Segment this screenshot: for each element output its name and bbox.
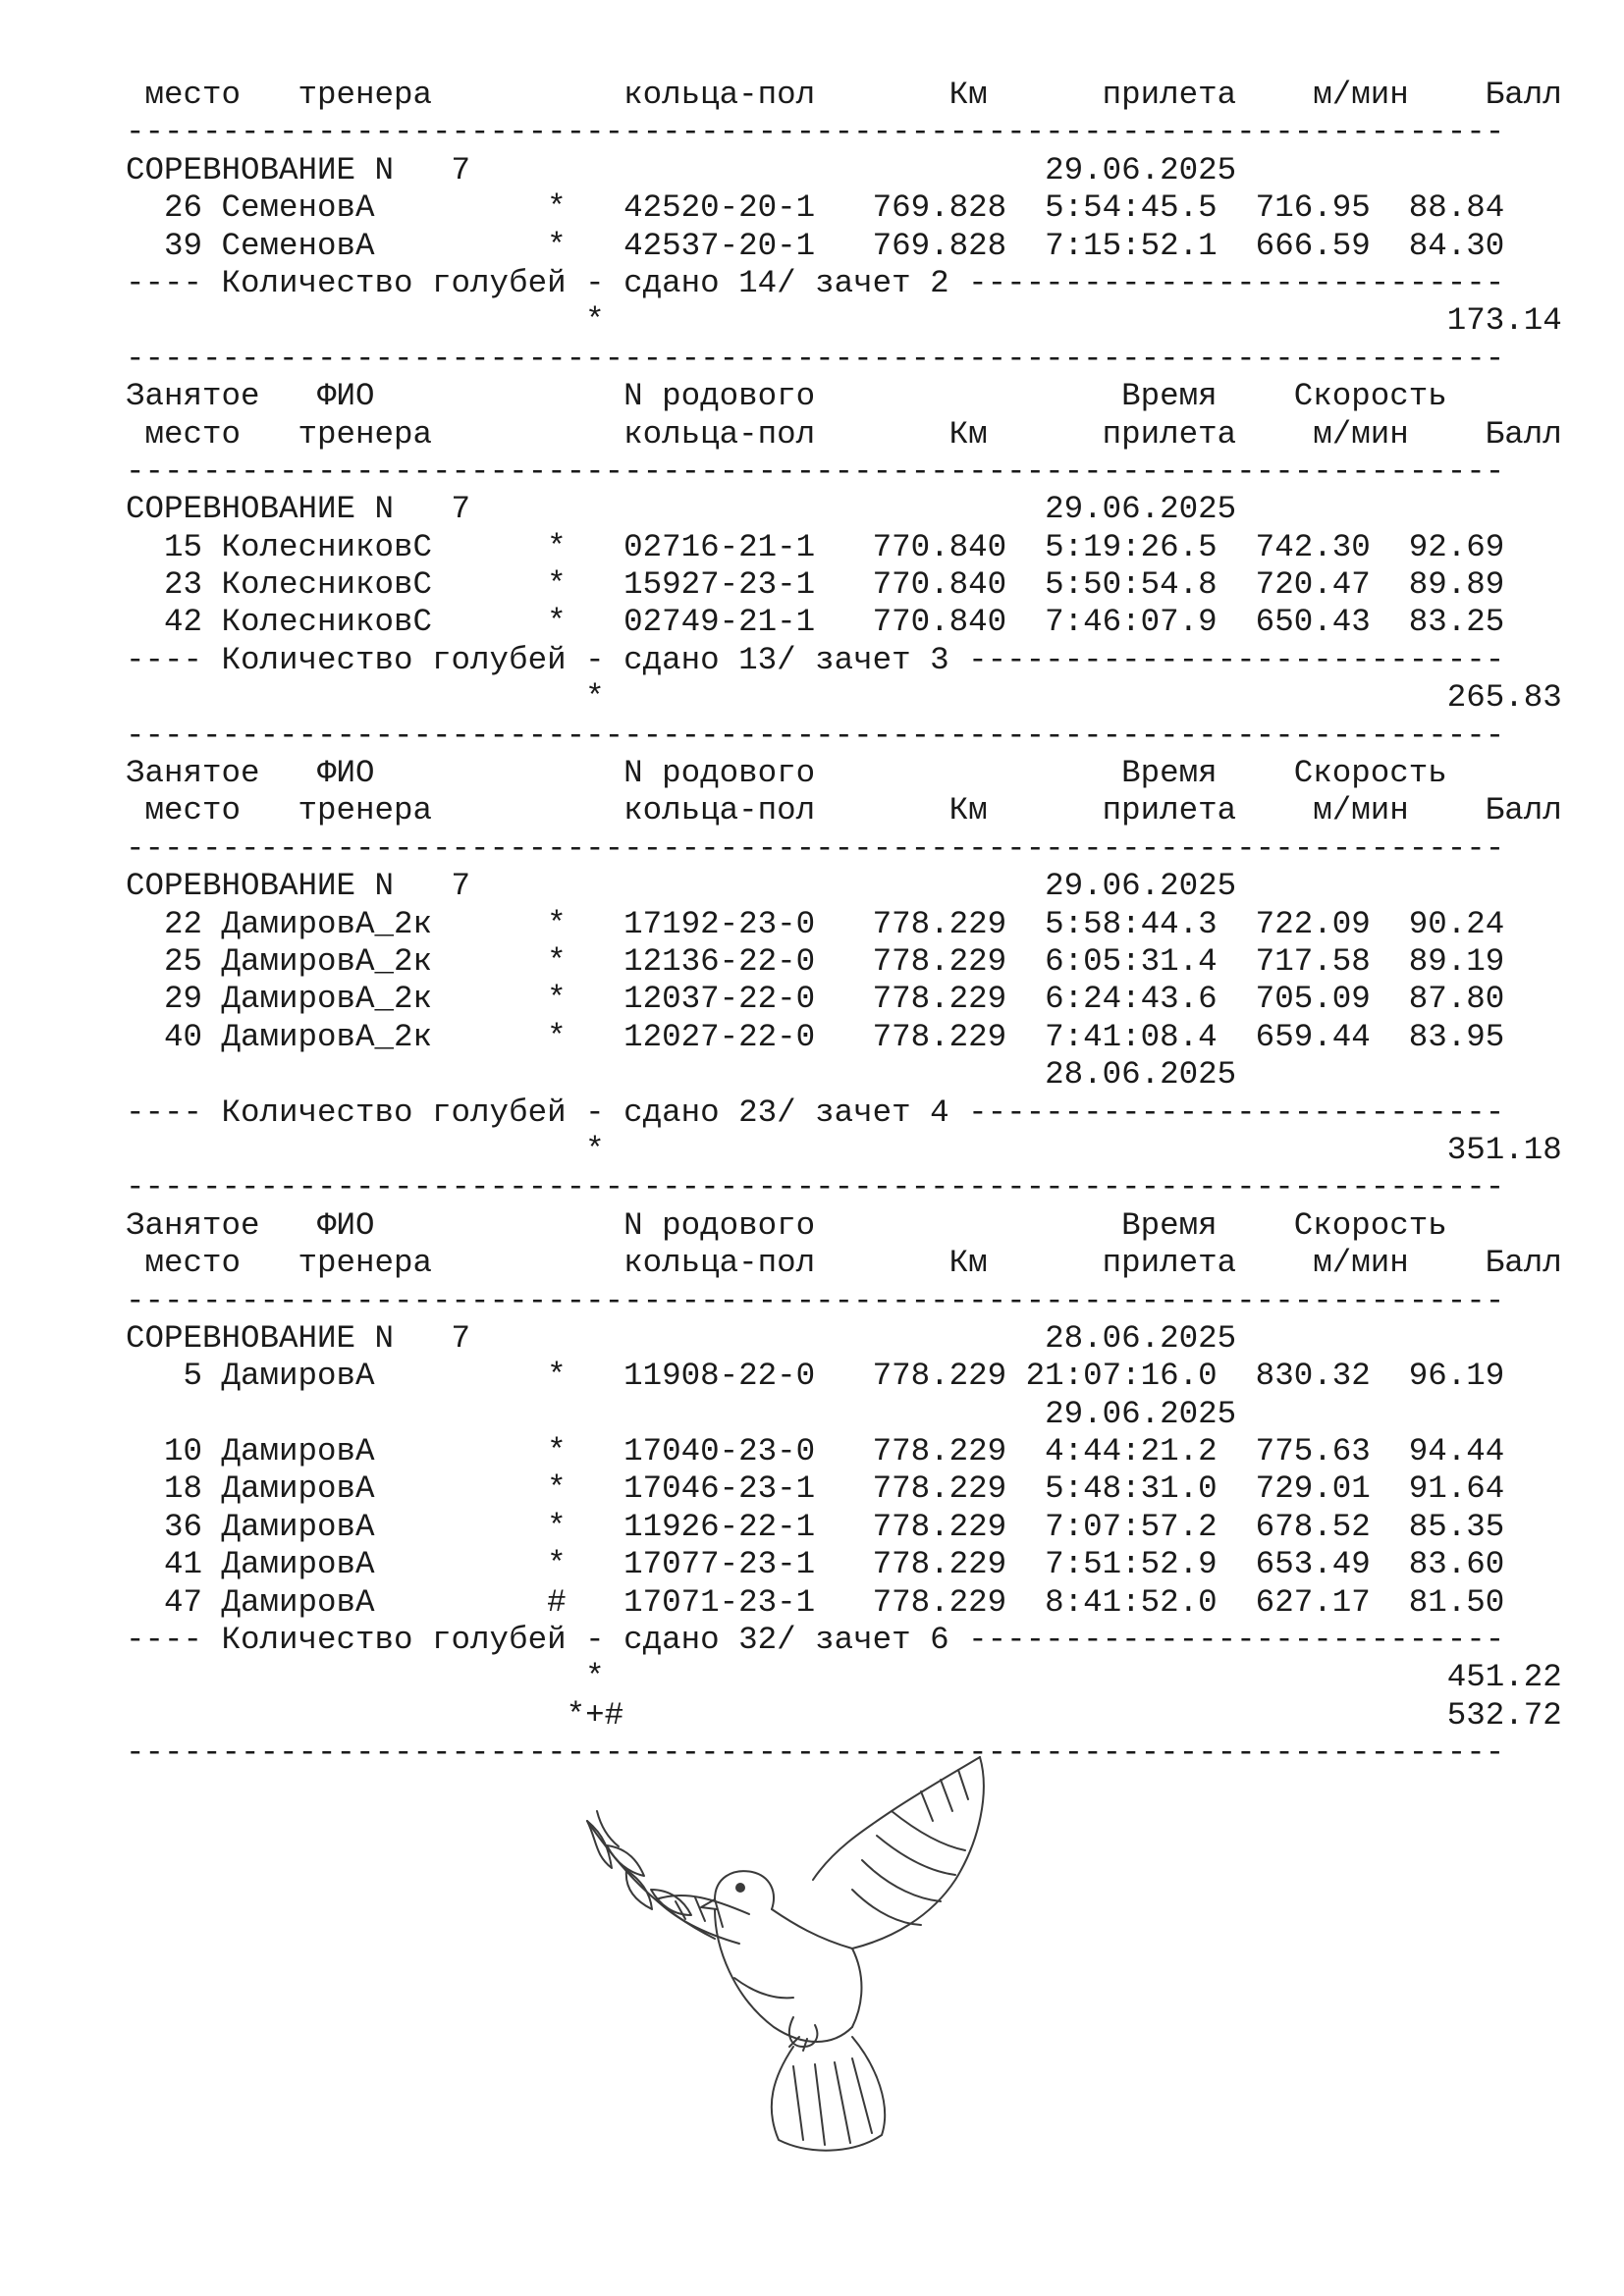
result-row: 15 КолесниковС * 02716-21-1 770.840 5:19:26.5 742.30 92.69 <box>126 528 1505 565</box>
result-row: 28.06.2025 <box>126 1056 1237 1094</box>
result-row: 39 СеменовА * 42537-20-1 769.828 7:15:52.1 666.59 84.30 <box>126 227 1505 264</box>
result-row: 22 ДамировА_2к * 17192-23-0 778.229 5:58:44.3 722.09 90.24 <box>126 905 1505 942</box>
result-row: 18 ДамировА * 17046-23-1 778.229 5:48:31.0 729.01 91.64 <box>126 1470 1505 1508</box>
result-row: 10 ДамировА * 17040-23-0 778.229 4:44:21.2 775.63 94.44 <box>126 1433 1505 1470</box>
rule-line: ------------------------------------------------------------------------ <box>126 717 1505 754</box>
result-row: СОРЕВНОВАНИЕ N 7 29.06.2025 <box>126 491 1237 528</box>
column-header-line: Занятое ФИО N родового Время Скорость <box>126 1206 1447 1244</box>
result-row: 29 ДамировА_2к * 12037-22-0 778.229 6:24:43.6 705.09 87.80 <box>126 981 1505 1018</box>
column-header-line: место тренера кольца-пол Км прилета м/мин Балл <box>126 415 1562 453</box>
rule-line: ------------------------------------------------------------------------ <box>126 1282 1505 1319</box>
rule-line: ------------------------------------------------------------------------ <box>126 1735 1505 1772</box>
summary-line: ---- Количество голубей - сдано 23/ зачет 4 ---------------------------- <box>126 1094 1505 1131</box>
summary-line: ---- Количество голубей - сдано 32/ зачет 6 ---------------------------- <box>126 1622 1505 1659</box>
result-row: СОРЕВНОВАНИЕ N 7 28.06.2025 <box>126 1319 1237 1357</box>
dove-with-branch-icon <box>568 1752 1058 2164</box>
result-row: СОРЕВНОВАНИЕ N 7 29.06.2025 <box>126 868 1237 905</box>
result-row: СОРЕВНОВАНИЕ N 7 29.06.2025 <box>126 151 1237 188</box>
column-header-line: Занятое ФИО N родового Время Скорость <box>126 755 1447 792</box>
result-row: 36 ДамировА * 11926-22-1 778.229 7:07:57.2 678.52 85.35 <box>126 1508 1505 1545</box>
results-report <box>126 77 1562 1773</box>
rule-line: ------------------------------------------------------------------------ <box>126 453 1505 490</box>
summary-line: ---- Количество голубей - сдано 14/ зачет 2 ---------------------------- <box>126 264 1505 301</box>
result-row: 5 ДамировА * 11908-22-0 778.229 21:07:16.0 830.32 96.19 <box>126 1358 1505 1395</box>
result-row: 26 СеменовА * 42520-20-1 769.828 5:54:45.5 716.95 88.84 <box>126 189 1505 227</box>
result-row: 23 КолесниковС * 15927-23-1 770.840 5:50:54.8 720.47 89.89 <box>126 566 1505 604</box>
total-line: * 451.22 <box>126 1659 1562 1696</box>
rule-line: ------------------------------------------------------------------------ <box>126 340 1505 377</box>
result-row: 47 ДамировА # 17071-23-1 778.229 8:41:52.0 627.17 81.50 <box>126 1583 1505 1621</box>
rule-line: ------------------------------------------------------------------------ <box>126 1169 1505 1206</box>
column-header-line: место тренера кольца-пол Км прилета м/мин Балл <box>126 792 1562 829</box>
rule-line: ------------------------------------------------------------------------ <box>126 114 1505 151</box>
result-row: 40 ДамировА_2к * 12027-22-0 778.229 7:41:08.4 659.44 83.95 <box>126 1018 1505 1055</box>
rule-line: ------------------------------------------------------------------------ <box>126 829 1505 867</box>
result-row: 25 ДамировА_2к * 12136-22-0 778.229 6:05:31.4 717.58 89.19 <box>126 942 1505 980</box>
total-line: *+# 532.72 <box>126 1696 1562 1734</box>
result-row: 42 КолесниковС * 02749-21-1 770.840 7:46:07.9 650.43 83.25 <box>126 604 1505 641</box>
total-line: * 351.18 <box>126 1131 1562 1168</box>
result-row: 29.06.2025 <box>126 1395 1237 1432</box>
total-line: * 173.14 <box>126 302 1562 340</box>
total-line: * 265.83 <box>126 679 1562 717</box>
summary-line: ---- Количество голубей - сдано 13/ зачет 3 ---------------------------- <box>126 641 1505 678</box>
result-row: 41 ДамировА * 17077-23-1 778.229 7:51:52.9 653.49 83.60 <box>126 1546 1505 1583</box>
column-header-line: Занятое ФИО N родового Время Скорость <box>126 378 1447 415</box>
column-header-line: место тренера кольца-пол Км прилета м/мин Балл <box>126 77 1562 113</box>
column-header-line: место тренера кольца-пол Км прилета м/мин Балл <box>126 1245 1562 1282</box>
